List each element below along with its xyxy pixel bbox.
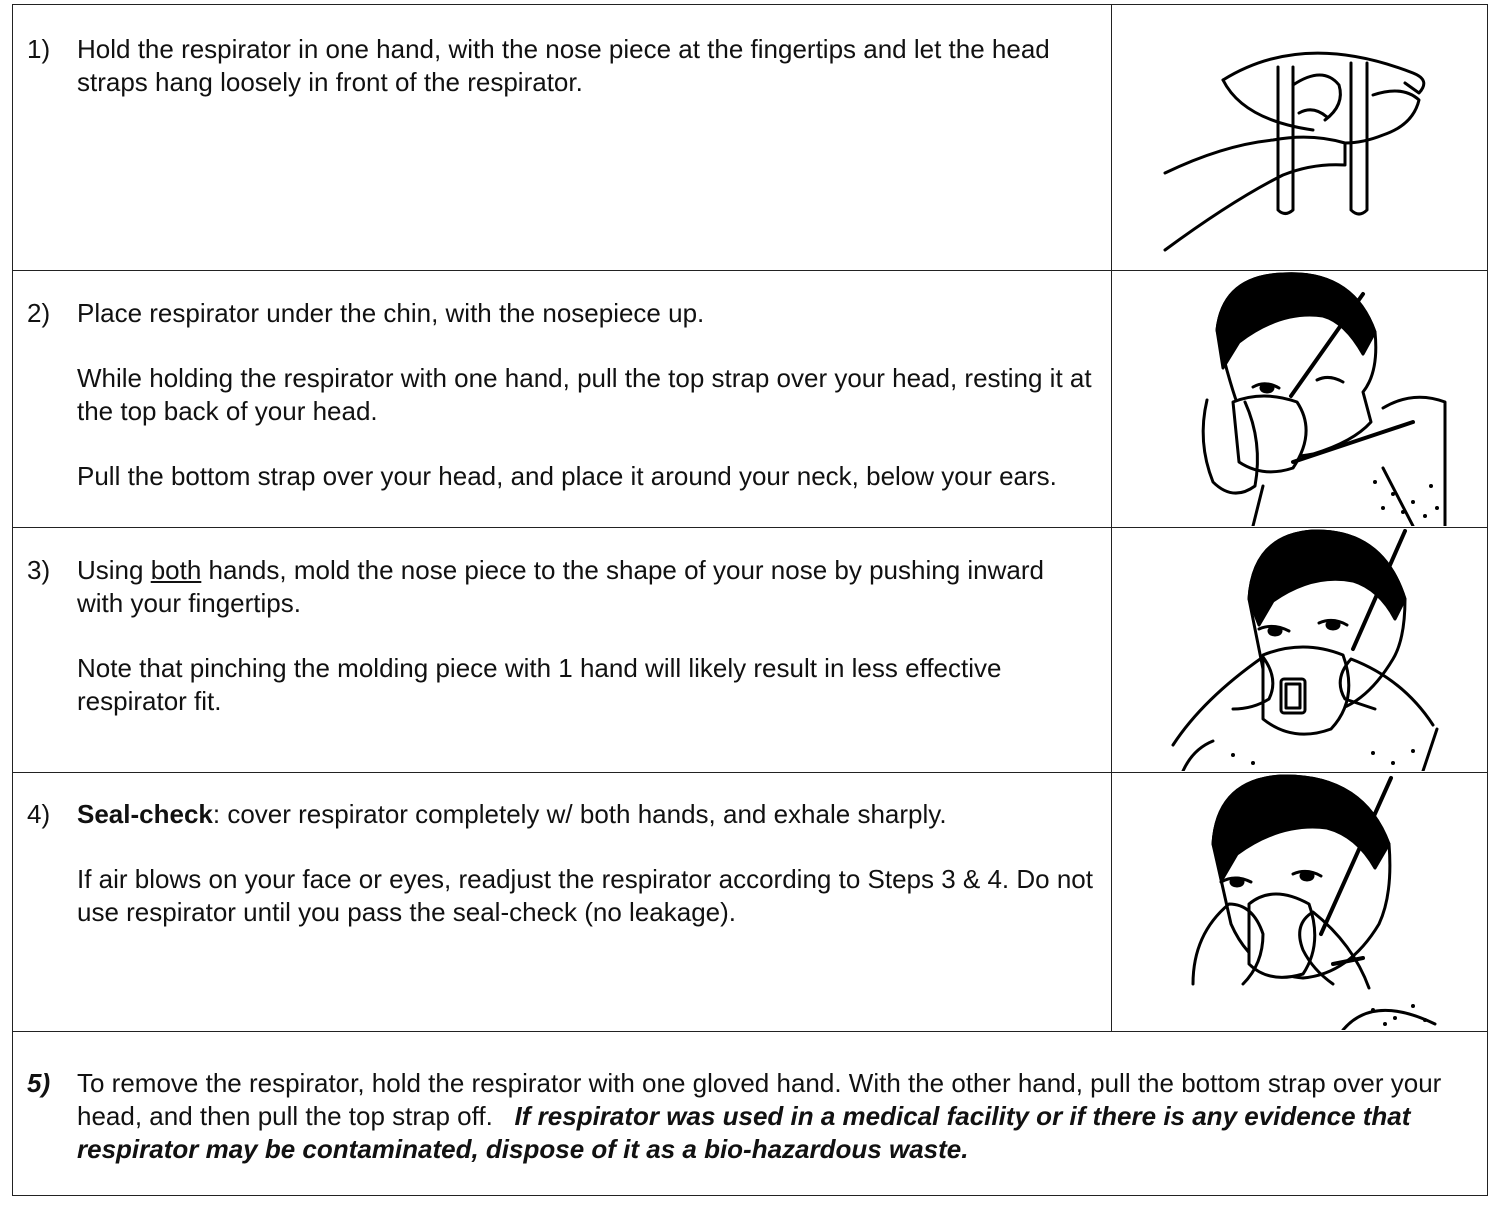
man-molding-nosepiece-icon [1113,529,1489,771]
row-divider [13,527,1487,528]
step-3-paragraph [77,554,1097,620]
step-number: 4) [27,799,51,829]
step-number: 3) [27,555,51,585]
seal-check-label: Seal-check [77,799,213,829]
row-divider [13,270,1487,271]
row-divider [13,772,1487,773]
step-2-paragraph: Place respirator under the chin, with the nosepiece up. [77,298,705,328]
step-number: 1) [27,34,51,64]
step-2-text [27,297,1097,493]
step-3-paragraph: Note that pinching the molding piece with 1 hand will likely result in less effective respirator fit. [77,653,1002,716]
step-4-paragraph [77,798,1097,831]
row-divider [13,1031,1487,1032]
step-4-paragraph: If air blows on your face or eyes, readjust the respirator according to Steps 3 & 4. Do not use respirator until you pass the seal-check (no leakage). [77,864,1093,927]
instruction-table [12,4,1488,1196]
hand-holding-respirator-icon [1113,25,1489,265]
man-pulling-top-strap-icon [1113,272,1489,526]
step-1-text [27,33,1097,99]
step-5-text [27,1067,1479,1166]
step-2-paragraph: While holding the respirator with one hand, pull the top strap over your head, resting it at the top back of your head. [77,363,1092,426]
emphasis-both: both [150,555,202,585]
man-seal-check-icon [1113,774,1489,1030]
biohazard-warning: If respirator was used in a medical facility or if there is any evidence that respirator may be contaminated, dispose of it as a bio-hazardous waste. [77,1101,1411,1164]
text-run: hands, mold the nose piece to the shape of your nose by pushing inward with your fingertips. [77,555,1044,618]
step-1-paragraph: Hold the respirator in one hand, with the nose piece at the fingertips and let the head straps hang loosely in front of the respirator. [77,34,1050,97]
step-5-instruction: To remove the respirator, hold the respirator with one gloved hand. With the other hand, pull the bottom strap over your head, and then pull the top strap off. [77,1068,1442,1131]
step-number: 5) [27,1068,51,1098]
text-run: : cover respirator completely w/ both hands, and exhale sharply. [212,799,947,829]
step-4-text [27,798,1097,929]
step-2-paragraph: Pull the bottom strap over your head, and place it around your neck, below your ears. [77,461,1057,491]
text-run: Using [77,555,151,585]
step-number: 2) [27,298,51,328]
step-3-text [27,554,1097,718]
column-divider [1111,5,1112,1032]
